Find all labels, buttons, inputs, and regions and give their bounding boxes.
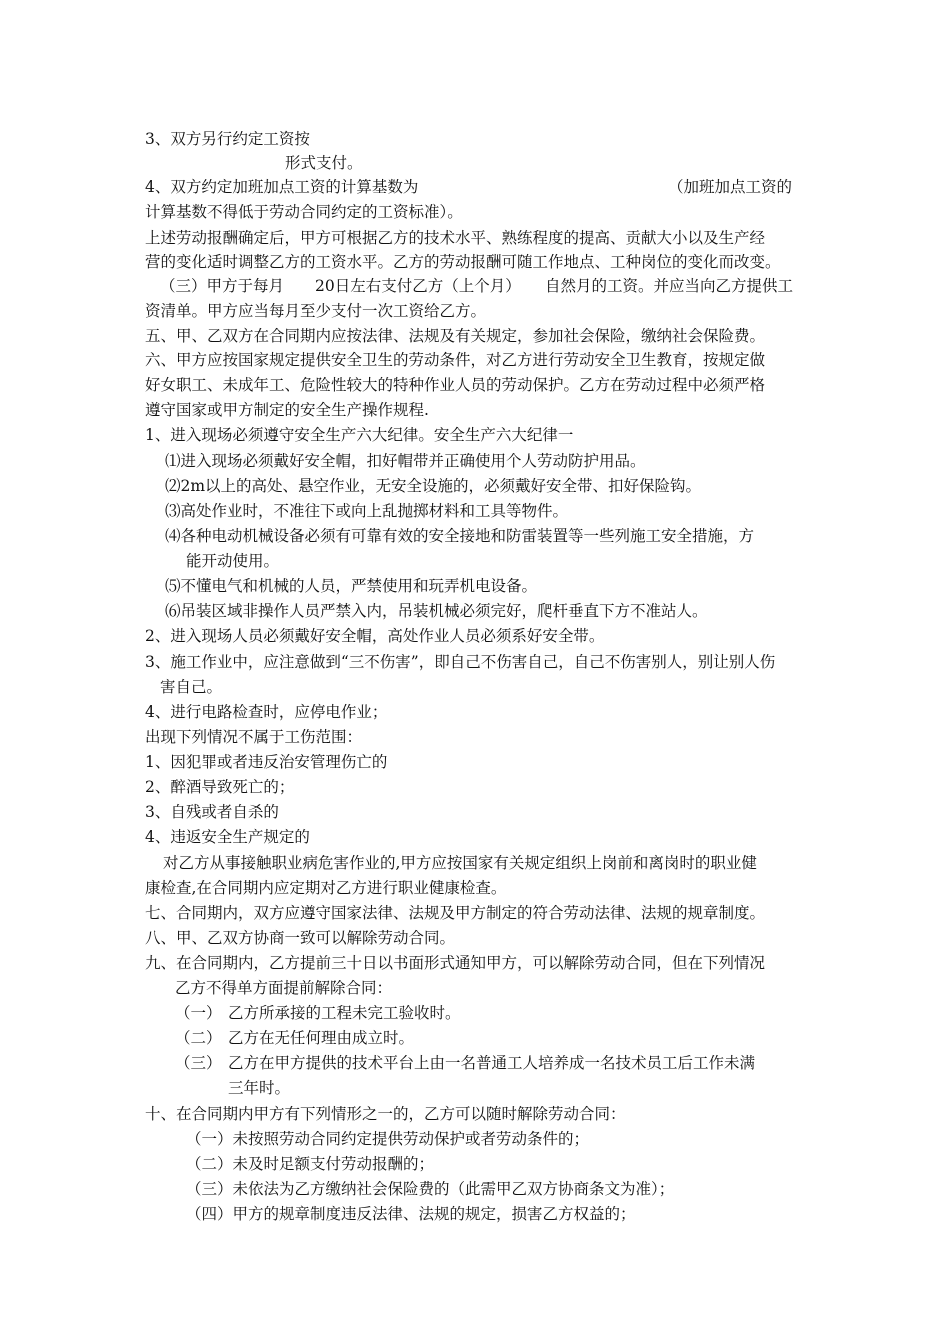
text-line: 三年时。 <box>228 1079 291 1097</box>
list-marker: （三） <box>175 1054 222 1072</box>
text-line: （一）未按照劳动合同约定提供劳动保护或者劳动条件的； <box>186 1130 590 1148</box>
text-line: 遵守国家或甲方制定的安全生产操作规程. <box>145 401 429 419</box>
text-line: 乙方不得单方面提前解除合同： <box>175 979 393 997</box>
text-line: 康检查,在合同期内应定期对乙方进行职业健康检查。 <box>145 879 507 897</box>
text-line: 八、甲、乙双方协商一致可以解除劳动合同。 <box>145 929 456 947</box>
text-line: ⑹吊装区域非操作人员严禁入内，吊装机械必须完好，爬杆垂直下方不准站人。 <box>165 602 708 620</box>
list-marker: （二） <box>175 1029 222 1047</box>
text-line: 自然月的工资。并应当向乙方提供工 <box>545 277 794 295</box>
text-line: 3、自残或者自杀的 <box>145 803 279 821</box>
text-line: 2、醉酒导致死亡的； <box>145 778 295 796</box>
text-line: （二）未及时足额支付劳动报酬的； <box>186 1155 435 1173</box>
text-line: ⑸不懂电气和机械的人员，严禁使用和玩弄机电设备。 <box>165 577 538 595</box>
text-line: 好女职工、未成年工、危险性较大的特种作业人员的劳动保护。乙方在劳动过程中必须严格 <box>145 376 766 394</box>
text-line: 害自己。 <box>160 678 223 696</box>
text-line: （三）未依法为乙方缴纳社会保险费的（此需甲乙双方协商条文为准）； <box>186 1180 675 1198</box>
text-line: 1、进入现场必须遵守安全生产六大纪律。安全生产六大纪律一 <box>145 426 574 444</box>
text-line: 九、在合同期内，乙方提前三十日以书面形式通知甲方，可以解除劳动合同，但在下列情况 <box>145 954 766 972</box>
text-line: （加班加点工资的 <box>668 178 793 196</box>
text-line: 4、进行电路检查时，应停电作业； <box>145 703 388 721</box>
text-line: 计算基数不得低于劳动合同约定的工资标准）。 <box>145 203 463 221</box>
text-line: （四）甲方的规章制度违反法律、法规的规定，损害乙方权益的； <box>186 1205 636 1223</box>
text-line: 上述劳动报酬确定后，甲方可根据乙方的技术水平、熟练程度的提高、贡献大小以及生产经 <box>145 229 766 247</box>
text-line: （三）甲方于每月 <box>160 277 285 295</box>
text-line: 乙方在无任何理由成立时。 <box>228 1029 415 1047</box>
text-line: 七、合同期内，双方应遵守国家法律、法规及甲方制定的符合劳动法律、法规的规章制度。 <box>145 904 766 922</box>
text-line: 营的变化适时调整乙方的工资水平。乙方的劳动报酬可随工作地点、工种岗位的变化而改变。 <box>145 253 781 271</box>
text-line: 3、双方另行约定工资按 <box>145 130 310 148</box>
text-line: 五、甲、乙双方在合同期内应按法律、法规及有关规定，参加社会保险，缴纳社会保险费。 <box>145 327 766 345</box>
text-line: 2、进入现场人员必须戴好安全帽，高处作业人员必须系好安全带。 <box>145 627 605 645</box>
text-line: ⑵2m以上的高处、悬空作业，无安全设施的，必须戴好安全带、扣好保险钩。 <box>165 477 702 495</box>
text-line: 对乙方从事接触职业病危害作业的,甲方应按国家有关规定组织上岗前和离岗时的职业健 <box>163 854 757 872</box>
text-line: ⑷各种电动机械设备必须有可靠有效的安全接地和防雷装置等一些列施工安全措施，方 <box>165 527 755 545</box>
text-line: 20日左右支付乙方（上个月） <box>315 277 521 295</box>
text-line: 十、在合同期内甲方有下列情形之一的，乙方可以随时解除劳动合同： <box>145 1105 626 1123</box>
text-line: 4、违返安全生产规定的 <box>145 828 310 846</box>
text-line: 六、甲方应按国家规定提供安全卫生的劳动条件，对乙方进行劳动安全卫生教育，按规定做 <box>145 351 766 369</box>
text-line: 1、因犯罪或者违反治安管理伤亡的 <box>145 753 388 771</box>
text-line: 4、双方约定加班加点工资的计算基数为 <box>145 178 419 196</box>
text-line: 出现下列情况不属于工伤范围： <box>145 728 363 746</box>
text-line: 乙方所承接的工程未完工验收时。 <box>228 1004 461 1022</box>
text-line: ⑶高处作业时，不准往下或向上乱抛掷材料和工具等物件。 <box>165 502 569 520</box>
text-line: ⑴进入现场必须戴好安全帽，扣好帽带并正确使用个人劳动防护用品。 <box>165 452 646 470</box>
text-line: 乙方在甲方提供的技术平台上由一名普通工人培养成一名技术员工后工作未满 <box>228 1054 756 1072</box>
text-line: 能开动使用。 <box>186 552 280 570</box>
text-line: 资清单。甲方应当每月至少支付一次工资给乙方。 <box>145 302 487 320</box>
text-line: 形式支付。 <box>285 154 363 172</box>
list-marker: （一） <box>175 1004 222 1022</box>
text-line: 3、施工作业中，应注意做到“三不伤害”，即自己不伤害自己，自己不伤害别人，别让别人伤 <box>145 653 776 671</box>
